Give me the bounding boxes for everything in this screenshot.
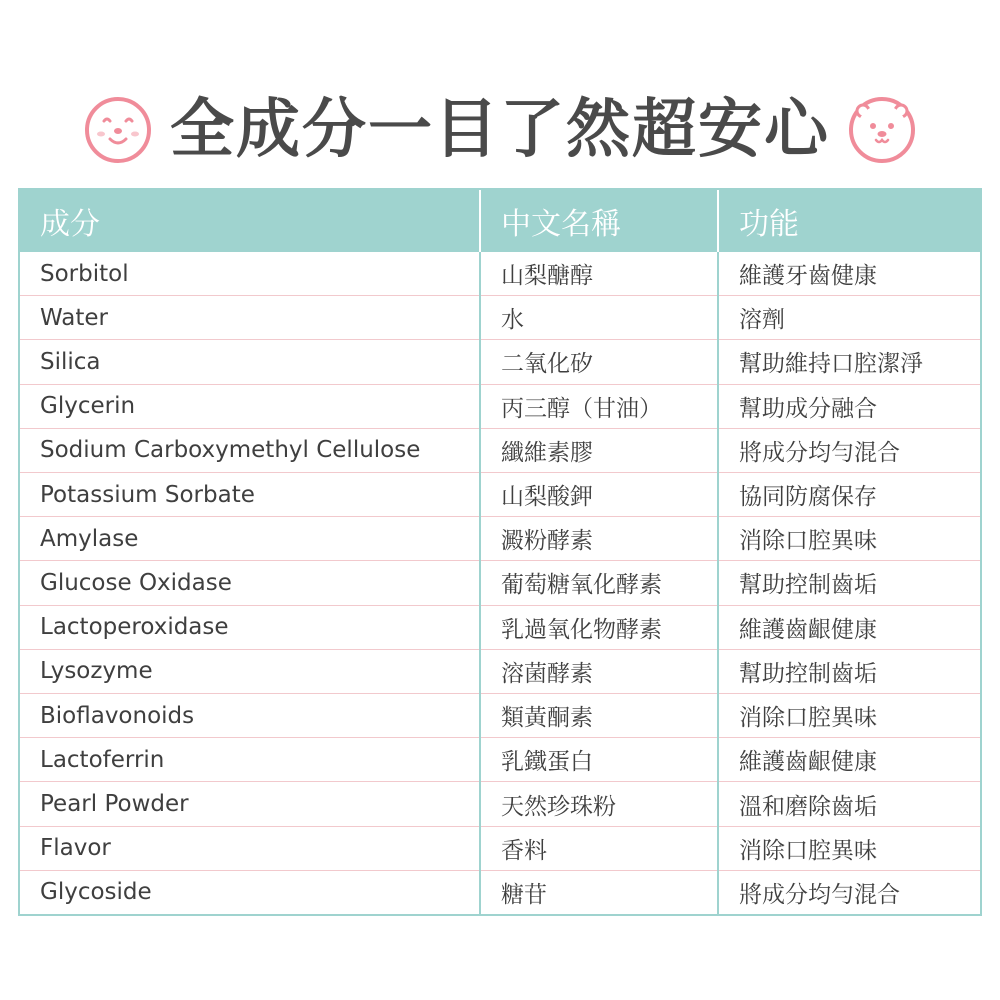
chinese-name-cell: 乳鐵蛋白 — [480, 738, 718, 782]
chinese-name-cell: 丙三醇（甘油） — [480, 384, 718, 428]
function-cell: 幫助成分融合 — [718, 384, 980, 428]
chinese-name-cell: 纖維素膠 — [480, 428, 718, 472]
ingredient-cell: Sodium Carboxymethyl Cellulose — [20, 428, 480, 472]
function-cell: 幫助控制齒垢 — [718, 649, 980, 693]
table-row — [20, 782, 980, 826]
table-row — [20, 517, 980, 561]
chinese-name-cell: 天然珍珠粉 — [480, 782, 718, 826]
table-header-row — [20, 190, 980, 252]
function-cell: 幫助控制齒垢 — [718, 561, 980, 605]
page-title: 全成分一目了然超安心 — [170, 93, 830, 167]
ingredient-cell: Lysozyme — [20, 649, 480, 693]
ingredient-cell: Flavor — [20, 826, 480, 870]
title-row — [0, 88, 1000, 178]
table-row — [20, 605, 980, 649]
chinese-name-cell: 乳過氧化物酵素 — [480, 605, 718, 649]
column-header-ingredient: 成分 — [20, 190, 480, 252]
function-cell: 維護齒齦健康 — [718, 738, 980, 782]
chinese-name-cell: 糖苷 — [480, 870, 718, 914]
function-cell: 溶劑 — [718, 296, 980, 340]
table-row — [20, 694, 980, 738]
function-cell: 消除口腔異味 — [718, 694, 980, 738]
column-header-function: 功能 — [718, 190, 980, 252]
table-row — [20, 340, 980, 384]
chinese-name-cell: 澱粉酵素 — [480, 517, 718, 561]
table-row — [20, 649, 980, 693]
chinese-name-cell: 類黃酮素 — [480, 694, 718, 738]
ingredient-cell: Pearl Powder — [20, 782, 480, 826]
chinese-name-cell: 二氧化矽 — [480, 340, 718, 384]
function-cell: 消除口腔異味 — [718, 826, 980, 870]
table-row — [20, 561, 980, 605]
ingredient-cell: Glucose Oxidase — [20, 561, 480, 605]
chinese-name-cell: 山梨酸鉀 — [480, 472, 718, 516]
table-row — [20, 870, 980, 914]
table-row — [20, 384, 980, 428]
function-cell: 協同防腐保存 — [718, 472, 980, 516]
table-row — [20, 252, 980, 296]
ingredient-cell: Bioflavonoids — [20, 694, 480, 738]
ingredient-cell: Lactoferrin — [20, 738, 480, 782]
function-cell: 將成分均勻混合 — [718, 870, 980, 914]
chinese-name-cell: 溶菌酵素 — [480, 649, 718, 693]
table-row — [20, 428, 980, 472]
ingredients-table — [18, 188, 982, 916]
table-body — [20, 252, 980, 914]
table-row — [20, 296, 980, 340]
chinese-name-cell: 葡萄糖氧化酵素 — [480, 561, 718, 605]
ingredient-cell: Water — [20, 296, 480, 340]
chinese-name-cell: 水 — [480, 296, 718, 340]
ingredient-cell: Silica — [20, 340, 480, 384]
chinese-name-cell: 山梨醣醇 — [480, 252, 718, 296]
function-cell: 溫和磨除齒垢 — [718, 782, 980, 826]
function-cell: 消除口腔異味 — [718, 517, 980, 561]
ingredient-cell: Potassium Sorbate — [20, 472, 480, 516]
function-cell: 幫助維持口腔潔淨 — [718, 340, 980, 384]
ingredient-cell: Sorbitol — [40, 260, 129, 287]
ingredient-cell: Glycoside — [20, 870, 480, 914]
ingredient-cell: Lactoperoxidase — [20, 605, 480, 649]
function-cell: 將成分均勻混合 — [718, 428, 980, 472]
ingredient-cell: Amylase — [20, 517, 480, 561]
function-cell: 維護牙齒健康 — [718, 252, 980, 296]
column-header-chinese-name: 中文名稱 — [480, 190, 718, 252]
table-row — [20, 738, 980, 782]
bear-face-icon — [846, 94, 918, 166]
chinese-name-cell: 香料 — [480, 826, 718, 870]
ingredient-cell: Glycerin — [20, 384, 480, 428]
table-row — [20, 826, 980, 870]
function-cell: 維護齒齦健康 — [718, 605, 980, 649]
table-row — [20, 472, 980, 516]
